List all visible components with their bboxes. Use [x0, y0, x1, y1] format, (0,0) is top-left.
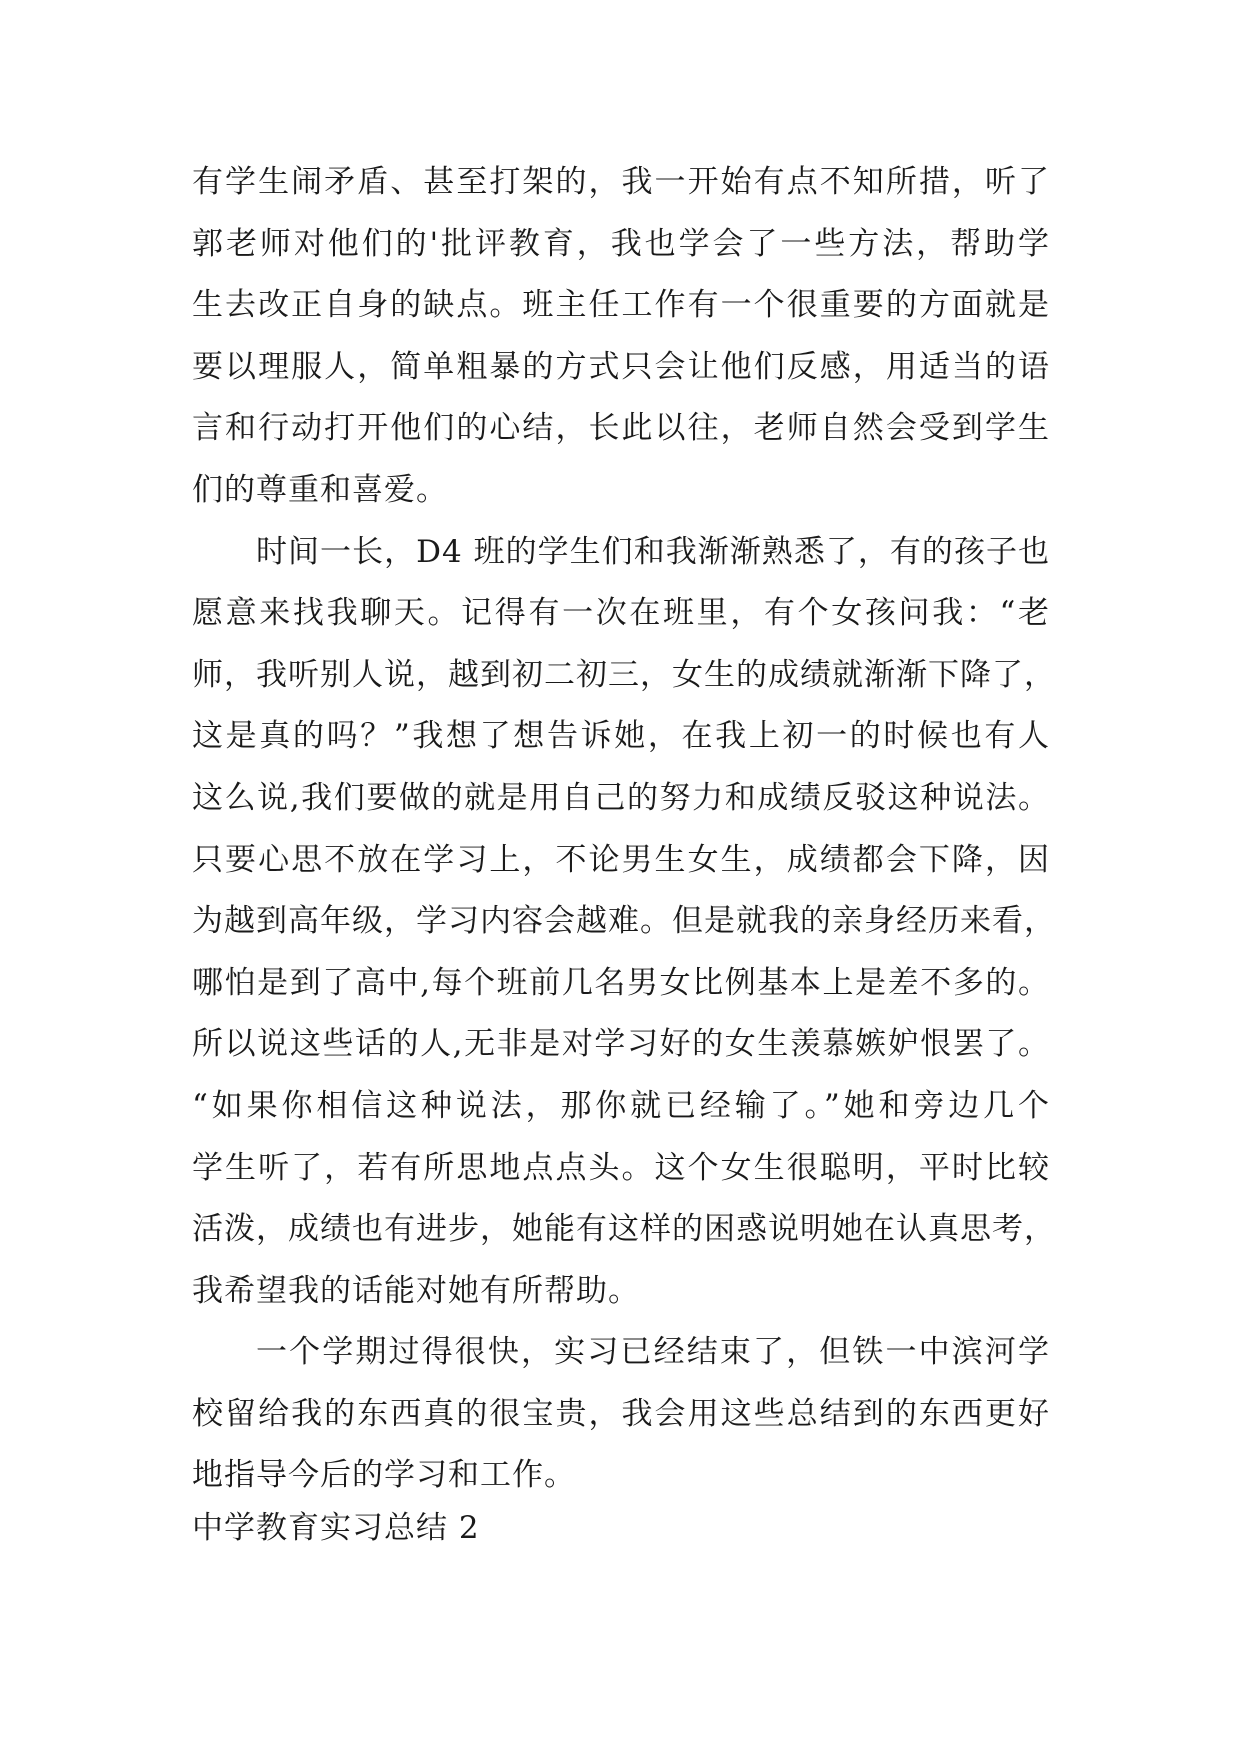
text-line: 愿意来找我聊天。记得有一次在班里，有个女孩问我：“老	[192, 595, 1050, 632]
text-line: 这是真的吗？”我想了想告诉她，在我上初一的时候也有人	[192, 718, 1050, 755]
text-line: 郭老师对他们的'批评教育，我也学会了一些方法，帮助学	[192, 225, 1050, 262]
text-line: 所以说这些话的人,无非是对学习好的女生羡慕嫉妒恨罢了。	[192, 1026, 1050, 1063]
text-line: 地指导今后的学习和工作。	[192, 1457, 576, 1494]
text-line: 这么说,我们要做的就是用自己的努力和成绩反驳这种说法。	[192, 779, 1050, 816]
text-line: 校留给我的东西真的很宝贵，我会用这些总结到的东西更好	[192, 1395, 1050, 1432]
text-line: 言和行动打开他们的心结，长此以往，老师自然会受到学生	[192, 410, 1050, 447]
text-line: 时间一长，D4 班的学生们和我渐渐熟悉了，有的孩子也	[256, 533, 1050, 570]
text-line: 要以理服人，简单粗暴的方式只会让他们反感，用适当的语	[192, 348, 1050, 385]
text-line: 有学生闹矛盾、甚至打架的，我一开始有点不知所措，听了	[192, 164, 1050, 200]
text-line: 一个学期过得很快，实习已经结束了，但铁一中滨河学	[256, 1334, 1050, 1371]
text-line: 们的尊重和喜爱。	[192, 471, 448, 508]
text-line: 只要心思不放在学习上，不论男生女生，成绩都会下降，因	[192, 841, 1050, 878]
text-line: “如果你相信这种说法，那你就已经输了。”她和旁边几个	[192, 1087, 1050, 1124]
section-heading: 中学教育实习总结 2	[192, 1510, 480, 1546]
text-line: 生去改正自身的缺点。班主任工作有一个很重要的方面就是	[192, 287, 1050, 324]
text-line: 师，我听别人说，越到初二初三，女生的成绩就渐渐下降了，	[192, 656, 1056, 693]
text-line: 我希望我的话能对她有所帮助。	[192, 1272, 640, 1309]
body-text	[192, 152, 1056, 1507]
text-line: 为越到高年级，学习内容会越难。但是就我的亲身经历来看，	[192, 903, 1056, 940]
text-line: 学生听了，若有所思地点点头。这个女生很聪明，平时比较	[192, 1149, 1050, 1186]
text-line: 哪怕是到了高中,每个班前几名男女比例基本上是差不多的。	[192, 964, 1050, 1001]
text-line: 活泼，成绩也有进步，她能有这样的困惑说明她在认真思考，	[192, 1211, 1056, 1248]
